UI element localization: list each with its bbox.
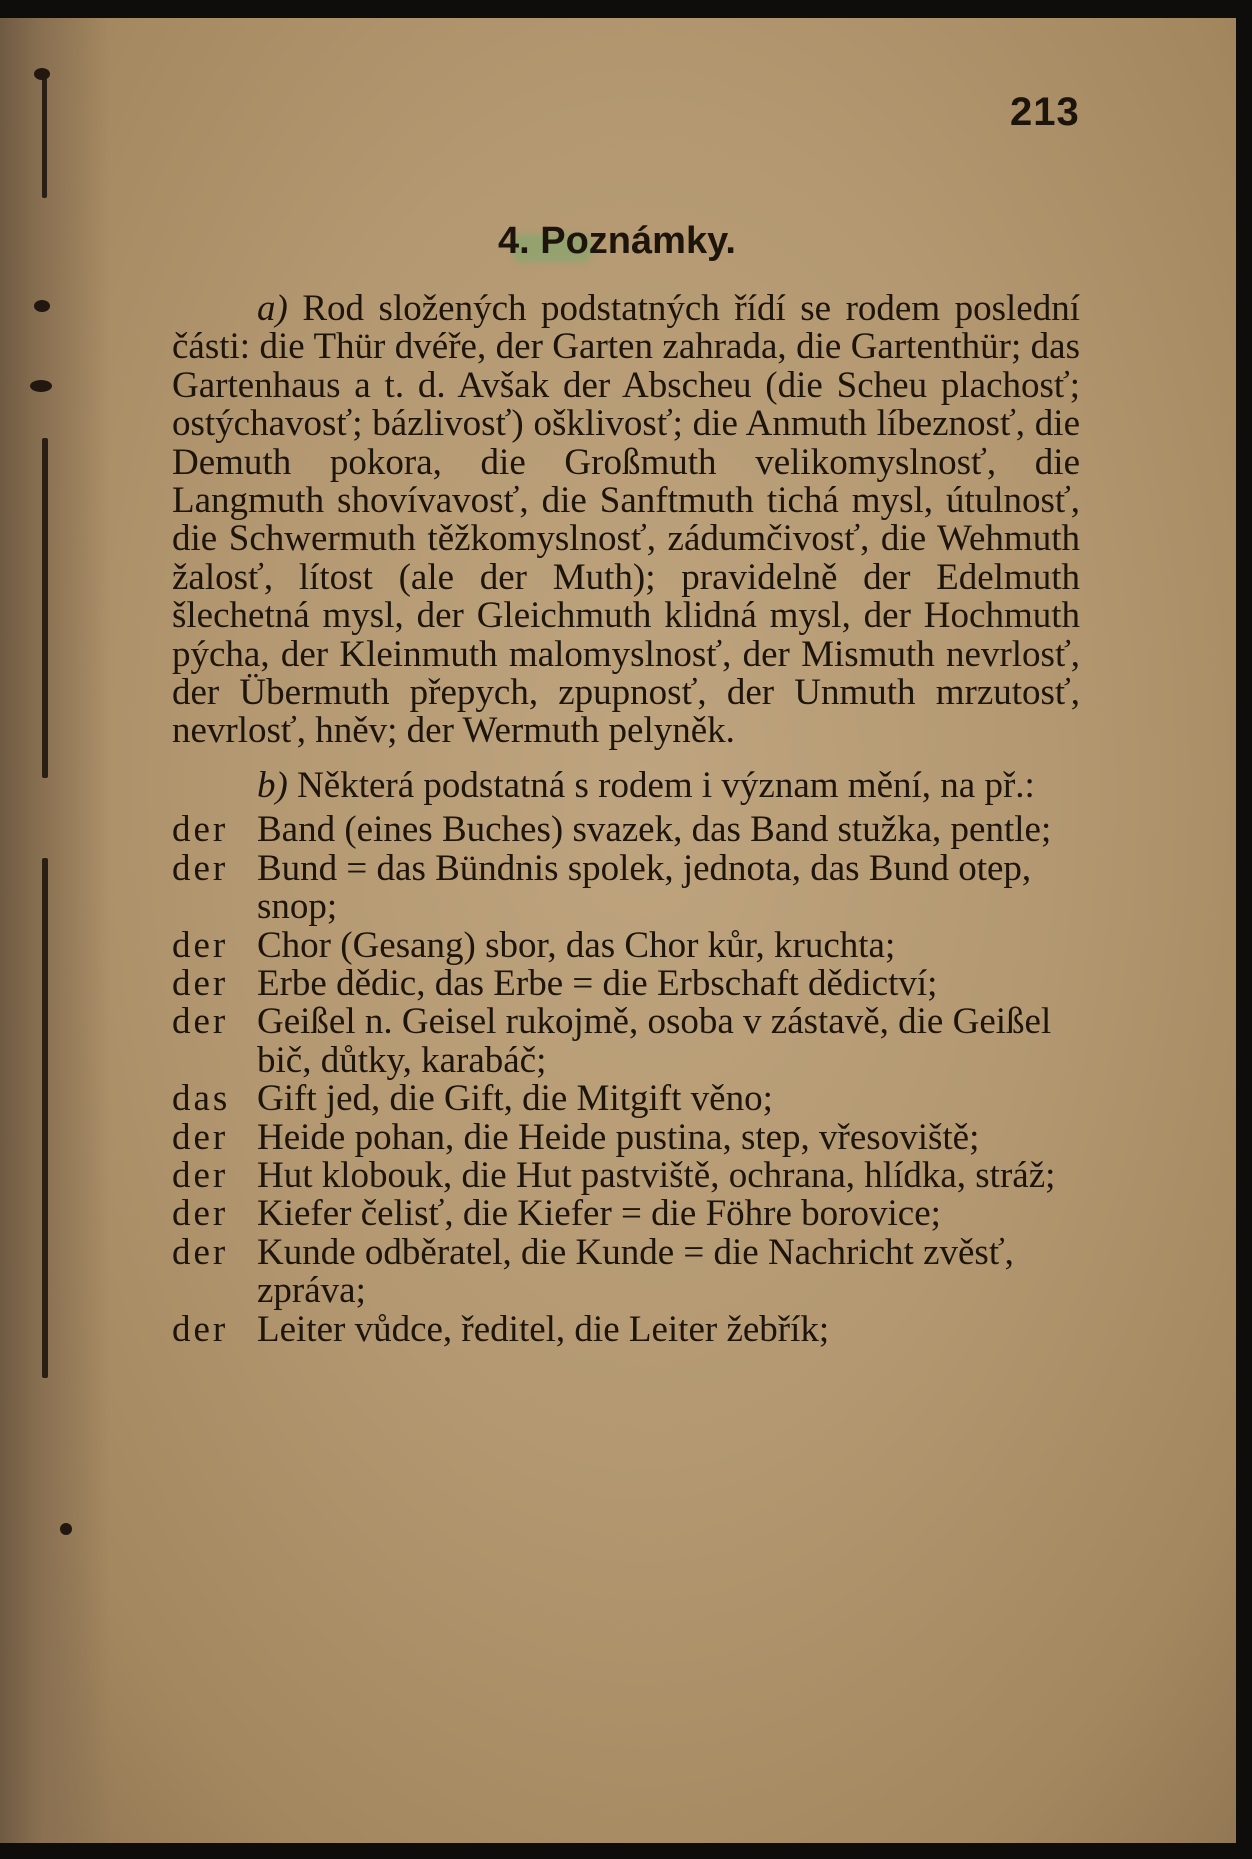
list-item-article: der (172, 1193, 229, 1235)
gender-meaning-list (172, 811, 1080, 1349)
list-item-text: Bund = das Bündnis spolek, jednota, das Bund otep, snop; (257, 847, 1032, 928)
list-item-text: Heide pohan, die Heide pustina, step, vřesoviště; (257, 1116, 980, 1158)
list-item-article: der (172, 962, 229, 1004)
paragraph-a-text: Rod složených podstatných řídí se rodem poslední části: die Thür dvéře, der Garten zahrada, die Gartenthür; das Gartenhaus a t. d. Avšak der Abscheu (die Scheu plachosť; ostýchavosť; bázlivosť) ošklivosť; die Anmuth líbeznosť, die Demuth pokora, die Großmuth velikomyslnosť, die Langmuth shovívavosť, die Sanftmuth tichá mysl, útulnosť, die Schwermuth těžkomyslnosť, zádumčivosť, die Wehmuth žalosť, lítost (ale der Muth); pravidelně der Edelmuth šlechetná mysl, der Gleichmuth klidná mysl, der Hochmuth pýcha, der Kleinmuth malomyslnosť, der Mismuth nevrlosť, der Übermuth přepych, zpupnosť, der Unmuth mrzutosť, nevrlosť, hněv; der Wermuth pelyněk. (172, 288, 1081, 752)
paragraph-b (172, 764, 1080, 806)
margin-mark (34, 68, 50, 80)
margin-rule (42, 438, 48, 778)
list-item-article: der (172, 847, 229, 889)
page-number: 213 (1010, 90, 1080, 134)
list-item-text: Band (eines Buches) svazek, das Band stužka, pentle; (257, 809, 1052, 851)
paragraph-b-lead: b) (257, 764, 288, 806)
list-item (172, 847, 1080, 928)
margin-rule (42, 78, 47, 198)
list-item-article: der (172, 1116, 229, 1158)
list-item-text: Leiter vůdce, ředitel, die Leiter žebřík; (257, 1308, 830, 1350)
list-item (172, 1003, 1080, 1080)
page-body (172, 290, 1080, 1349)
section-heading (498, 220, 736, 263)
margin-rule (42, 858, 48, 1378)
margin-mark (34, 300, 50, 312)
list-item (172, 1080, 1080, 1118)
list-item-text: Hut klobouk, die Hut pastviště, ochrana, hlídka, stráž; (257, 1154, 1056, 1196)
page-gutter (0, 18, 110, 1843)
paragraph-a-lead: a) (257, 288, 288, 329)
list-item (172, 1308, 1080, 1350)
list-item-text: Gift jed, die Gift, die Mitgift věno; (257, 1078, 773, 1120)
list-item-article: das (172, 1078, 231, 1120)
list-item-article: der (172, 809, 229, 851)
list-item-article: der (172, 924, 229, 966)
list-item (172, 1195, 1080, 1233)
list-item (172, 962, 1080, 1004)
paragraph-b-text: Některá podstatná s rodem i význam mění, na př.: (297, 764, 1035, 806)
book-page (0, 18, 1236, 1843)
margin-mark (30, 380, 52, 392)
section-heading-text: 4. Poznámky. (498, 220, 736, 262)
list-item (172, 811, 1080, 849)
list-item (172, 1154, 1080, 1196)
list-item-article: der (172, 1231, 229, 1273)
margin-mark (60, 1523, 72, 1535)
list-item-text: Erbe dědic, das Erbe = die Erbschaft dědictví; (257, 962, 938, 1004)
list-item (172, 1231, 1080, 1312)
list-item-text: Kiefer čelisť, die Kiefer = die Föhre borovice; (257, 1193, 941, 1235)
list-item-article: der (172, 1308, 229, 1350)
list-item-article: der (172, 1001, 229, 1043)
list-item (172, 1116, 1080, 1158)
list-item-text: Kunde odběratel, die Kunde = die Nachricht zvěsť, zpráva; (257, 1231, 1014, 1312)
paragraph-a (172, 290, 1080, 751)
list-item-text: Geißel n. Geisel rukojmě, osoba v zástavě, die Geißel bič, důtky, karabáč; (257, 1001, 1052, 1081)
list-item (172, 924, 1080, 966)
list-item-text: Chor (Gesang) sbor, das Chor kůr, kruchta; (257, 924, 896, 966)
list-item-article: der (172, 1154, 229, 1196)
